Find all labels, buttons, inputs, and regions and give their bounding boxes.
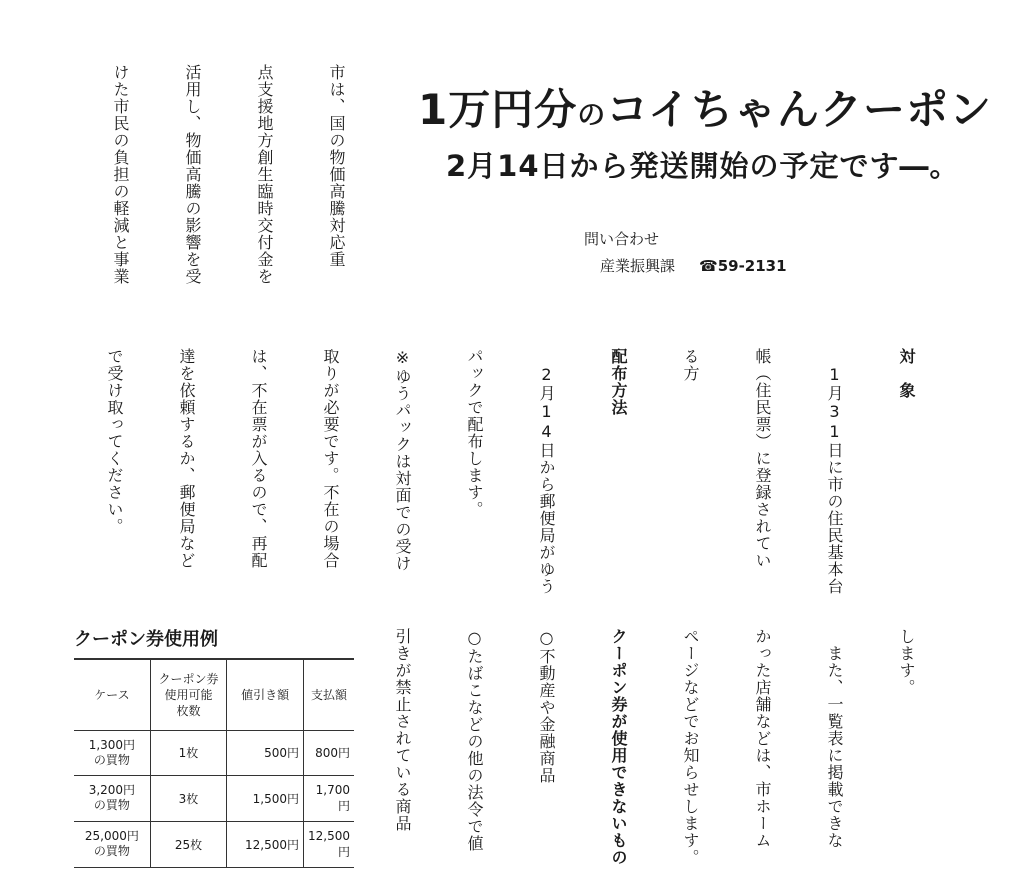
cell-discount: 1,500円 <box>227 775 304 821</box>
inquiry-contact <box>600 255 787 276</box>
header-case: ケース <box>74 659 150 730</box>
cell-count: 25枚 <box>150 821 226 867</box>
details-block <box>68 348 966 598</box>
target-line: 帳（住民票）に登録されてい <box>753 348 772 569</box>
title-main-1: 1万円分 <box>418 85 578 134</box>
inquiry-tel: ☎59-2131 <box>699 257 787 275</box>
title-particle: の <box>577 98 607 131</box>
stores-cont-line: また、一覧表に掲載できな <box>825 628 844 849</box>
stores-cont-line: ページなどでお知らせします。 <box>681 628 700 866</box>
distribution-line: で受け取ってください。 <box>105 348 124 535</box>
intro-line: 点支援地方創生臨時交付金を <box>255 64 274 285</box>
distribution-heading: 配布方法 <box>609 348 628 416</box>
table-title: クーポン券使用例 <box>74 629 218 650</box>
intro-line: けた市民の負担の軽減と事業 <box>111 64 130 285</box>
cell-count: 1枚 <box>150 730 226 775</box>
distribution-line: 達を依頼するか、郵便局など <box>177 348 196 569</box>
cell-case: 1,300円 の買物 <box>74 730 150 775</box>
page-subtitle: 2月14日から発送開始の予定です―。 <box>446 149 960 183</box>
distribution-line: ※ゆうパックは対面での受け <box>393 348 412 572</box>
page-title <box>418 82 992 143</box>
cell-payment: 12,500円 <box>304 821 355 867</box>
stores-cont-line: かった店舗などは、市ホーム <box>753 628 772 849</box>
unusable-line: 引きが禁止されている商品 <box>393 628 412 832</box>
distribution-line: パックで配布します。 <box>465 348 484 518</box>
unusable-line: ○不動産や金融商品 <box>537 628 556 784</box>
inquiry-label: 問い合わせ <box>584 230 660 248</box>
table-row <box>74 730 354 775</box>
table-header-row <box>74 659 354 730</box>
table-row <box>74 775 354 821</box>
inquiry-dept: 産業振興課 <box>600 257 676 275</box>
table-row <box>74 821 354 867</box>
cell-count: 3枚 <box>150 775 226 821</box>
cell-payment: 800円 <box>304 730 355 775</box>
intro-block <box>68 64 396 316</box>
header-coupon-count: クーポン券 使用可能 枚数 <box>150 659 226 730</box>
stores-cont-line: します。 <box>897 628 916 696</box>
intro-line: 活用し、物価高騰の影響を受 <box>183 64 202 285</box>
cell-case: 3,200円 の買物 <box>74 775 150 821</box>
notes-block <box>368 628 966 878</box>
header-discount: 値引き額 <box>227 659 304 730</box>
distribution-line: は、不在票が入るので、再配 <box>249 348 268 569</box>
target-heading: 対 象 <box>897 348 916 399</box>
target-line: る方 <box>681 348 700 382</box>
usage-example-table <box>74 658 354 868</box>
cell-payment: 1,700円 <box>304 775 355 821</box>
intro-line: 市は、国の物価高騰対応重 <box>327 64 346 268</box>
unusable-line: ○たばこなどの他の法令で値 <box>465 628 484 852</box>
target-line: 1月31日に市の住民基本台 <box>825 348 844 595</box>
title-main-2: コイちゃんクーポン <box>606 85 992 134</box>
distribution-line: 2月14日から郵便局がゆう <box>537 348 556 595</box>
distribution-line: 取りが必要です。不在の場合 <box>321 348 340 569</box>
cell-case: 25,000円 の買物 <box>74 821 150 867</box>
unusable-heading: クーポン券が使用できないもの <box>609 628 628 866</box>
cell-discount: 12,500円 <box>227 821 304 867</box>
cell-discount: 500円 <box>227 730 304 775</box>
header-payment: 支払額 <box>304 659 355 730</box>
